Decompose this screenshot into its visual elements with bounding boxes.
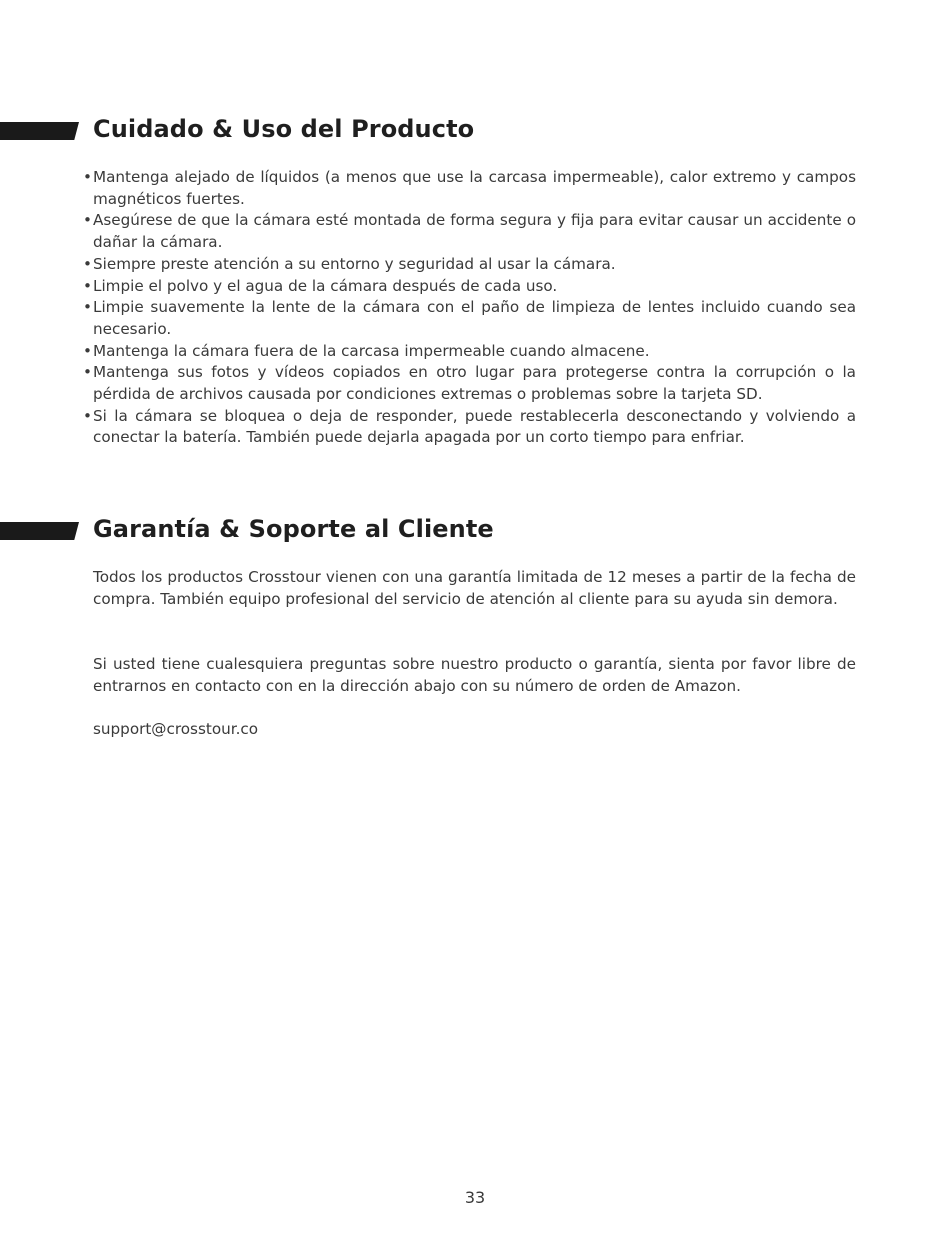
bullet-icon: •: [83, 168, 92, 186]
list-item: [82, 297, 856, 340]
section-title-care: Cuidado & Uso del Producto: [93, 115, 475, 143]
list-item: [82, 406, 856, 449]
bullet-text: Limpie suavemente la lente de la cámara con el paño de limpieza de lentes incluido cuando sea necesario.: [93, 298, 856, 338]
bullet-text: Mantenga alejado de líquidos (a menos que use la carcasa impermeable), calor extremo y campos magnéticos fuertes.: [93, 168, 856, 208]
list-item: [82, 362, 856, 405]
list-item: [82, 276, 856, 298]
bullet-icon: •: [83, 298, 92, 317]
list-item: [82, 341, 856, 363]
heading-accent-bar: [0, 522, 79, 540]
bullet-text: Mantenga sus fotos y vídeos copiados en otro lugar para protegerse contra la corrupción o la pérdida de archivos causada por condiciones extremas o problemas sobre la tarjeta SD.: [93, 363, 856, 404]
contact-paragraph: Si usted tiene cualesquiera preguntas sobre nuestro producto o garantía, sienta por favor libre de entrarnos en contacto con en la dirección abajo con su número de orden de Amazon.: [93, 655, 856, 695]
support-email[interactable]: support@crosstour.co: [93, 720, 259, 738]
list-item: [82, 210, 856, 253]
section-title-warranty: Garantía & Soporte al Cliente: [93, 515, 494, 543]
bullet-icon: •: [83, 406, 92, 425]
section-heading-care: [0, 112, 950, 152]
section-heading-warranty: [0, 512, 950, 552]
bullet-icon: •: [83, 254, 92, 273]
care-bullet-list: [82, 167, 856, 449]
list-item: [82, 167, 856, 210]
bullet-text: Limpie el polvo y el agua de la cámara después de cada uso.: [93, 276, 558, 295]
bullet-icon: •: [83, 211, 92, 230]
bullet-icon: •: [83, 276, 92, 295]
warranty-paragraph: Todos los productos Crosstour vienen con una garantía limitada de 12 meses a partir de la fecha de compra. También equipo profesional del servicio de atención al cliente para su ayuda sin demora.: [93, 568, 856, 608]
bullet-text: Siempre preste atención a su entorno y seguridad al usar la cámara.: [93, 254, 616, 273]
list-item: [82, 254, 856, 276]
heading-accent-bar: [0, 122, 79, 140]
bullet-text: Mantenga la cámara fuera de la carcasa impermeable cuando almacene.: [93, 341, 650, 360]
page-number: 33: [464, 1188, 486, 1207]
bullet-text: Asegúrese de que la cámara esté montada de forma segura y fija para evitar causar un accidente o dañar la cámara.: [93, 211, 856, 252]
bullet-text: Si la cámara se bloquea o deja de responder, puede restablecerla desconectando y volviendo a conectar la batería. También puede dejarla apagada por un corto tiempo para enfriar.: [93, 406, 856, 447]
bullet-icon: •: [83, 363, 92, 382]
bullet-icon: •: [83, 341, 92, 360]
